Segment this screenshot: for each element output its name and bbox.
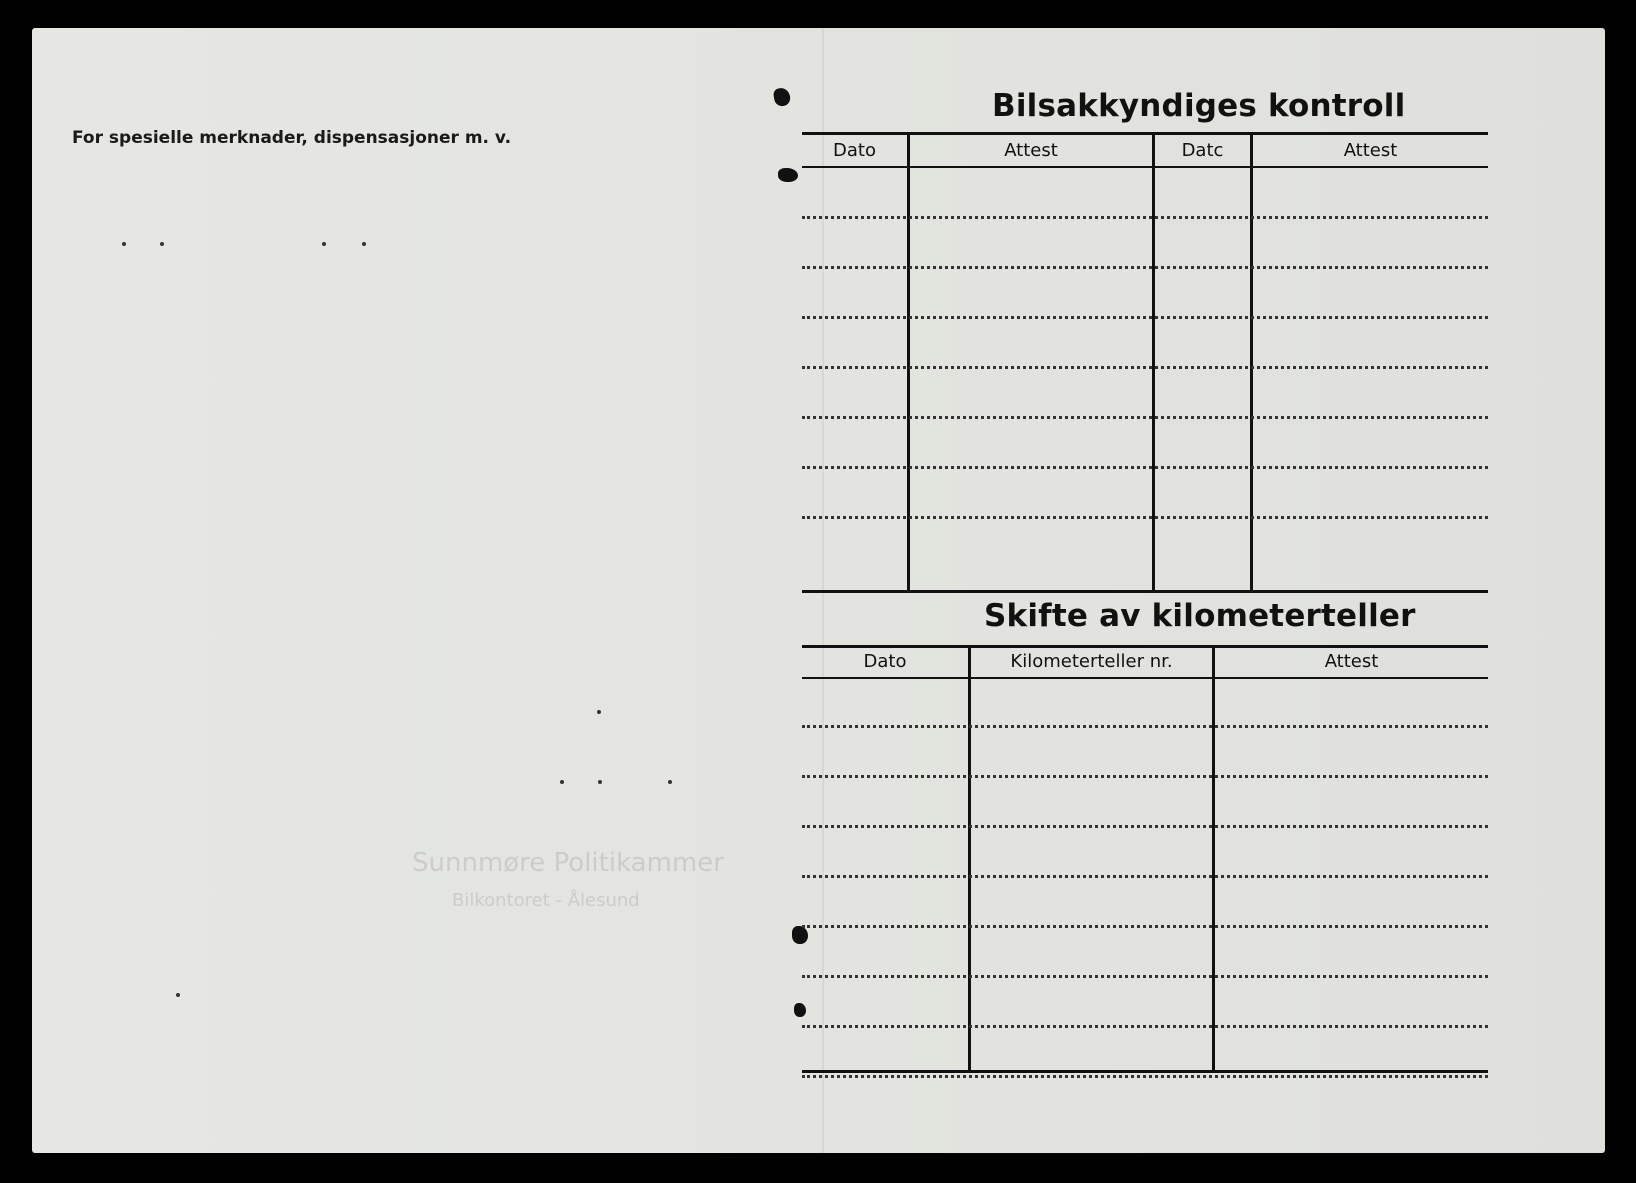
table-top-rule bbox=[802, 132, 1488, 135]
entry-row-line[interactable] bbox=[802, 825, 1488, 828]
column-header-odometer-number: Kilometerteller nr. bbox=[1010, 651, 1173, 672]
entry-row-line[interactable] bbox=[802, 266, 1488, 269]
entry-row-line[interactable] bbox=[802, 366, 1488, 369]
document-sheet bbox=[32, 28, 1605, 1153]
table-bottom-rule bbox=[802, 590, 1488, 593]
odometer-table bbox=[802, 645, 1488, 1075]
entry-row-line[interactable] bbox=[802, 316, 1488, 319]
column-header-attest-2: Attest bbox=[1343, 140, 1398, 161]
entry-row-line[interactable] bbox=[802, 925, 1488, 928]
odometer-title: Skifte av kilometerteller bbox=[984, 598, 1416, 634]
entry-row-line[interactable] bbox=[802, 725, 1488, 728]
column-header-date: Dato bbox=[863, 651, 907, 672]
speck bbox=[598, 780, 602, 784]
speck bbox=[668, 780, 672, 784]
speck bbox=[597, 710, 601, 714]
entry-row-line[interactable] bbox=[802, 516, 1488, 519]
column-divider bbox=[968, 645, 971, 1073]
entry-row-line[interactable] bbox=[802, 466, 1488, 469]
special-notes-label: For spesielle merknader, dispensasjoner m. v. bbox=[72, 128, 512, 148]
table-bottom-rule bbox=[802, 1070, 1488, 1073]
punch-hole bbox=[778, 168, 798, 182]
column-header-attest: Attest bbox=[1324, 651, 1379, 672]
column-header-date-2: Datc bbox=[1181, 140, 1224, 161]
speck bbox=[322, 242, 326, 246]
stamp-bleed-line2: Bilkontoret - Ålesund bbox=[452, 890, 640, 911]
punch-hole bbox=[773, 87, 792, 108]
entry-row-line[interactable] bbox=[802, 875, 1488, 878]
header-rule bbox=[802, 677, 1488, 679]
entry-row-line[interactable] bbox=[802, 216, 1488, 219]
entry-row-line[interactable] bbox=[802, 416, 1488, 419]
column-header-date: Dato bbox=[833, 140, 876, 161]
column-divider bbox=[1212, 645, 1215, 1073]
column-divider bbox=[1250, 132, 1253, 592]
speck bbox=[176, 993, 180, 997]
column-divider bbox=[1152, 132, 1155, 592]
entry-row-line[interactable] bbox=[802, 975, 1488, 978]
table-top-rule bbox=[802, 645, 1488, 648]
header-rule bbox=[802, 166, 1488, 168]
entry-row-line[interactable] bbox=[802, 1075, 1488, 1078]
inspection-title: Bilsakkyndiges kontroll bbox=[992, 88, 1406, 124]
entry-row-line[interactable] bbox=[802, 775, 1488, 778]
speck bbox=[160, 242, 164, 246]
speck bbox=[362, 242, 366, 246]
stamp-bleed-line1: Sunnmøre Politikammer bbox=[412, 848, 724, 878]
speck bbox=[122, 242, 126, 246]
column-divider bbox=[907, 132, 910, 592]
entry-row-line[interactable] bbox=[802, 1025, 1488, 1028]
column-header-attest: Attest bbox=[1004, 140, 1058, 161]
speck bbox=[560, 780, 564, 784]
inspection-table bbox=[802, 132, 1488, 594]
